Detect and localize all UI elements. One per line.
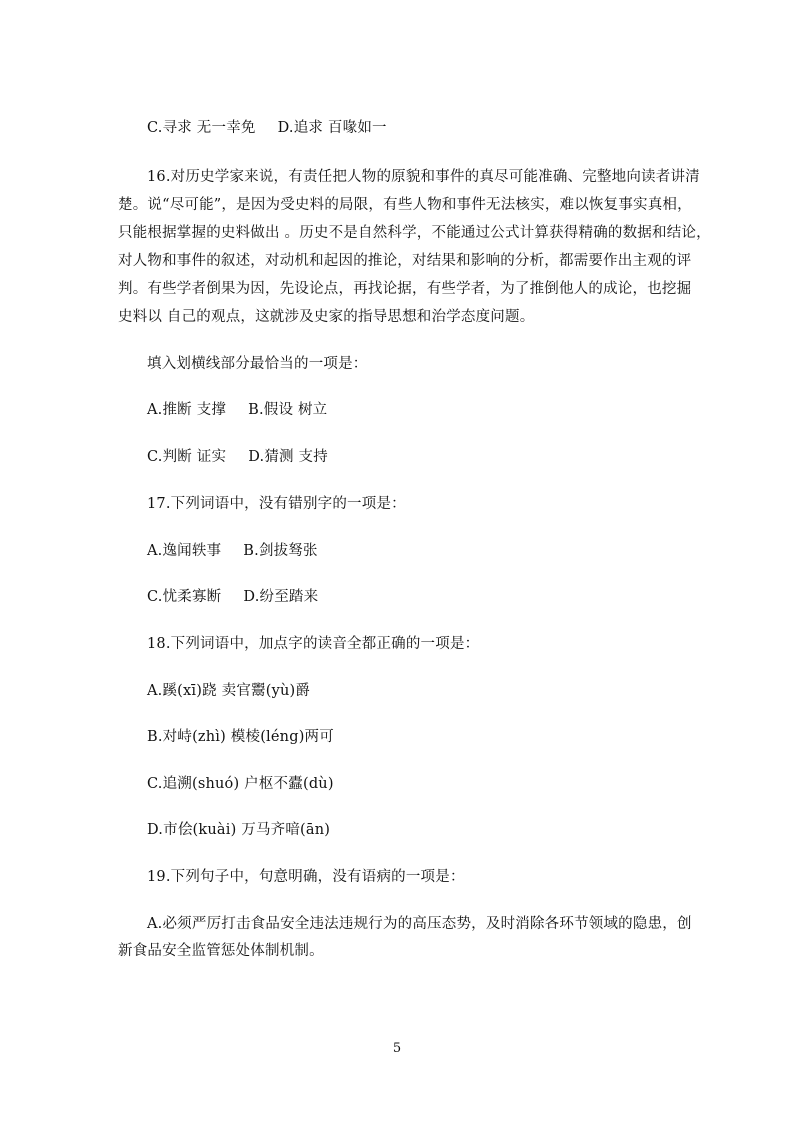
q16-prompt: 填入划横线部分最恰当的一项是： — [147, 356, 368, 372]
q18-question: 18.下列词语中，加点字的读音全都正确的一项是： — [147, 636, 480, 652]
q17-option-d: D.纷至踏来 — [243, 589, 319, 605]
q16-line-1: 16.对历史学家来说，有责任把人物的原貌和事件的真尽可能准确、完整地向读者讲清 — [147, 169, 700, 185]
q16-options-cd — [147, 447, 328, 467]
q18-option-c: C.追溯(shuó) 户枢不蠹(dù) — [147, 776, 334, 792]
q17-options-cd — [147, 587, 318, 607]
page-number: 5 — [392, 1041, 402, 1056]
q18-option-a: A.蹊(xī)跷 卖官鬻(yù)爵 — [147, 683, 311, 699]
q17-option-a: A.逸闻轶事 — [147, 543, 222, 559]
q17-options-ab — [147, 541, 318, 561]
q15-options-cd — [147, 118, 387, 138]
q18-option-b: B.对峙(zhì) 模棱(léng)两可 — [147, 729, 334, 745]
q16-line-3: 只能根据掌握的史料做出 。历史不是自然科学，不能通过公式计算获得精确的数据和结论， — [118, 225, 711, 241]
q19-option-a-line-2: 新食品安全监管惩处体制机制。 — [118, 943, 324, 959]
q15-option-d: D.追求 百喙如一 — [277, 120, 387, 136]
q17-option-b: B.剑拔驽张 — [243, 543, 318, 559]
q16-option-a: A.推断 支撑 — [147, 402, 227, 418]
q16-line-2: 楚。说“尽可能”，是因为受史料的局限，有些人物和事件无法核实，难以恢复事实真相， — [118, 197, 692, 213]
q19-option-a-line-1: A.必须严厉打击食品安全违法违规行为的高压态势，及时消除各环节领域的隐患，创 — [147, 916, 692, 932]
q17-question: 17.下列词语中，没有错别字的一项是： — [147, 496, 406, 512]
q16-option-c: C.判断 证实 — [147, 449, 227, 465]
q17-option-c: C.忧柔寡断 — [147, 589, 222, 605]
q16-line-4: 对人物和事件的叙述，对动机和起因的推论，对结果和影响的分析，都需要作出主观的评 — [118, 253, 692, 269]
q16-option-b: B.假设 树立 — [248, 402, 328, 418]
q16-line-5: 判。有些学者倒果为因，先设论点，再找论据，有些学者，为了推倒他人的成论，也挖掘 — [118, 281, 692, 297]
q18-option-d: D.市侩(kuài) 万马齐喑(ān) — [147, 822, 331, 838]
q16-options-ab — [147, 400, 327, 420]
q19-question: 19.下列句子中，句意明确，没有语病的一项是： — [147, 869, 465, 885]
q15-option-c: C.寻求 无一幸免 — [147, 120, 256, 136]
q16-option-d: D.猜测 支持 — [248, 449, 328, 465]
q16-line-6: 史料以 自己的观点，这就涉及史家的指导思想和治学态度问题。 — [118, 309, 535, 325]
